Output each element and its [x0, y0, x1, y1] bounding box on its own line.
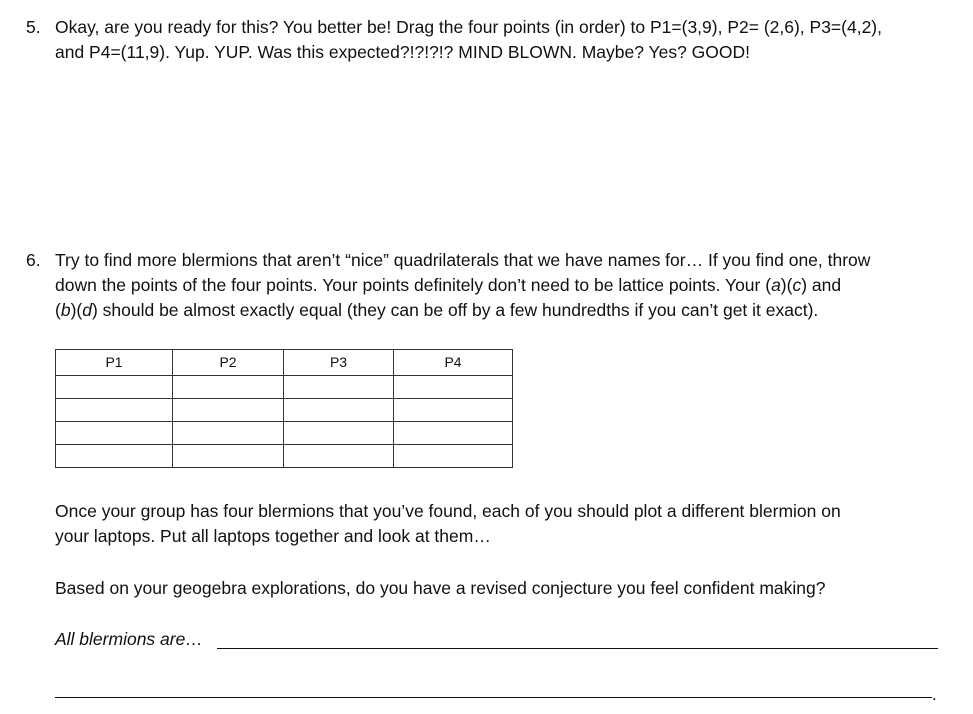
table-cell[interactable]	[394, 445, 513, 468]
var-a: a	[771, 275, 781, 295]
table-cell[interactable]	[173, 422, 284, 445]
question-6-line-3-rest: ) should be almost exactly equal (they can be off by a few hundredths if you can’t get it exact).	[91, 300, 819, 320]
table-cell[interactable]	[284, 399, 394, 422]
question-6-line-2-start: down the points of the four points. Your points definitely don’t need to be lattice points. Your (	[55, 275, 772, 295]
table-cell[interactable]	[394, 422, 513, 445]
conjecture-prompt	[55, 576, 955, 601]
table-header-row	[56, 350, 513, 376]
question-5-text	[55, 15, 955, 65]
question-6-number: 6.	[26, 250, 41, 270]
question-6-line-2	[55, 273, 960, 298]
answer-blank-line-2[interactable]	[55, 697, 932, 698]
question-5-number: 5.	[26, 17, 41, 37]
header-p1: P1	[56, 350, 173, 376]
group-instructions	[55, 499, 955, 549]
answer-end-period: .	[932, 685, 937, 704]
table-cell[interactable]	[173, 445, 284, 468]
var-c: c	[792, 275, 802, 295]
table-cell[interactable]	[284, 445, 394, 468]
table-row	[56, 376, 513, 399]
points-table	[55, 349, 513, 468]
table-row	[56, 399, 513, 422]
question-6-line-3-open: (	[55, 300, 61, 320]
table-cell[interactable]	[56, 376, 173, 399]
group-instructions-line-1: Once your group has four blermions that you’ve found, each of you should plot a different blermion on	[55, 501, 841, 521]
conjecture-answer-label: All blermions are…	[55, 629, 203, 649]
question-5-line-2: and P4=(11,9). Yup. YUP. Was this expected?!?!?!? MIND BLOWN. Maybe? Yes? GOOD!	[55, 42, 751, 62]
header-p3: P3	[284, 350, 394, 376]
table-cell[interactable]	[284, 422, 394, 445]
conjecture-prompt-text: Based on your geogebra explorations, do you have a revised conjecture you feel confident making?	[55, 578, 826, 598]
table-cell[interactable]	[394, 399, 513, 422]
group-instructions-line-2: your laptops. Put all laptops together and look at them…	[55, 526, 491, 546]
table-cell[interactable]	[394, 376, 513, 399]
table-row	[56, 445, 513, 468]
question-6-text	[55, 248, 960, 323]
question-6-line-3-mid: )(	[70, 300, 83, 320]
var-d: d	[82, 300, 92, 320]
var-b: b	[60, 300, 71, 320]
question-6-line-2-end: ) and	[801, 275, 842, 295]
table-row	[56, 422, 513, 445]
question-5-line-1: Okay, are you ready for this? You better be! Drag the four points (in order) to P1=(3,9), P2= (2,6), P3=(4,2),	[55, 17, 882, 37]
header-p4: P4	[394, 350, 513, 376]
header-p2: P2	[173, 350, 284, 376]
table-cell[interactable]	[56, 422, 173, 445]
table-cell[interactable]	[56, 399, 173, 422]
table-cell[interactable]	[284, 376, 394, 399]
table-cell[interactable]	[56, 445, 173, 468]
answer-blank-line-1[interactable]	[217, 648, 938, 649]
table-cell[interactable]	[173, 376, 284, 399]
table-cell[interactable]	[173, 399, 284, 422]
question-6-line-3	[55, 298, 960, 323]
question-6-line-2-mid: )(	[780, 275, 793, 295]
question-6-line-1: Try to find more blermions that aren’t “nice” quadrilaterals that we have names for… If you find one, throw	[55, 250, 871, 270]
